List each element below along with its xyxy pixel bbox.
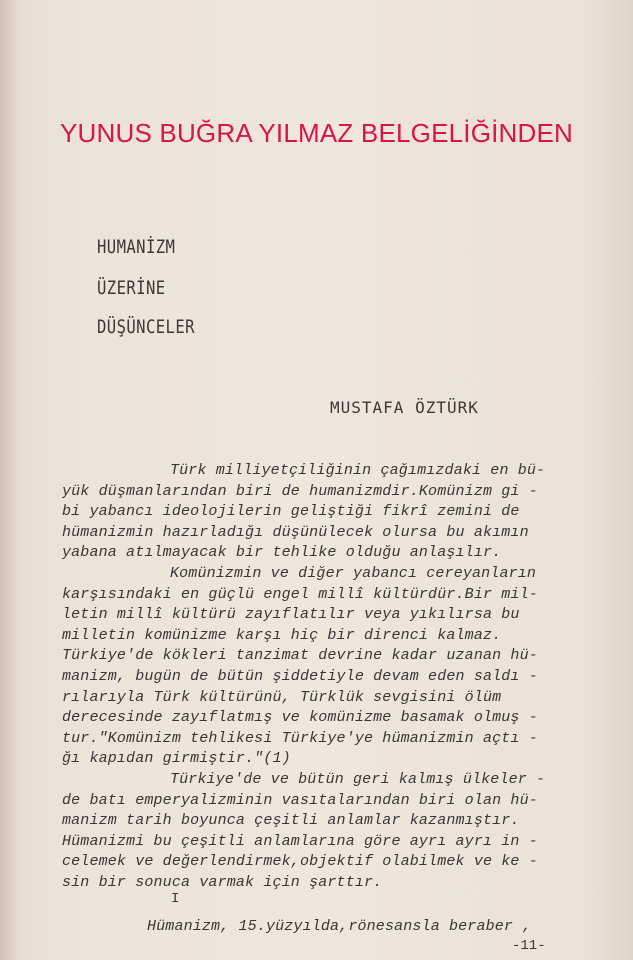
body-line: rılarıyla Türk kültürünü, Türklük sevgisini ölüm	[62, 688, 502, 706]
body-line: sin bir sonuca varmak için şarttır.	[62, 874, 383, 891]
body-line: hümanizmin hazırladığı düşünülecek olursa bu akımın	[62, 523, 529, 541]
body-line: Hümanizmi bu çeşitli anlamlarına göre ayrı ayrı in -	[62, 832, 538, 850]
body-line: Türkiye'de ve bütün geri kalmış ülkeler -	[170, 771, 546, 788]
body-line: letin millî kültürü zayıflatılır veya yıkılırsa bu	[62, 606, 520, 624]
body-line: celemek ve değerlendirmek,objektif olabilmek ve ke -	[62, 853, 538, 871]
body-line: ğı kapıdan girmiştir."(1)	[62, 750, 291, 768]
body-line: yabana atılmayacak bir tehlike olduğu anlaşılır.	[62, 544, 502, 562]
archive-watermark: YUNUS BUĞRA YILMAZ BELGELİĞİNDEN	[59, 118, 574, 148]
title-line-2: ÜZERİNE	[97, 277, 166, 299]
body-line: tur."Komünizm tehlikesi Türkiye'ye hümanizmin açtı -	[62, 729, 538, 747]
body-line: Türkiye'de kökleri tanzimat devrine kadar uzanan hü-	[62, 647, 538, 665]
body-line: manizm, bugün de bütün şiddetiyle devam eden saldı -	[62, 668, 538, 685]
title-line-1: HUMANİZM	[97, 236, 176, 258]
body-line: derecesinde zayıflatmış ve komünizme basamak olmuş -	[62, 709, 538, 727]
title-line-3: DÜŞÜNCELER	[97, 316, 195, 338]
body-line: de batı emperyalizminin vasıtalarından biri olan hü-	[62, 791, 538, 809]
last-body-line: Hümanizm, 15.yüzyılda,rönesansla beraber ,	[147, 918, 532, 935]
body-line: manizm tarih boyunca çeşitli anlamlar kazanmıştır.	[62, 812, 520, 830]
body-line: Türk milliyetçiliğinin çağımızdaki en bü-	[170, 462, 546, 479]
author-name: MUSTAFA ÖZTÜRK	[330, 398, 479, 417]
body-line: bi yabancı ideolojilerin geliştiği fikrî zemini de	[62, 503, 520, 521]
body-line: milletin komünizme karşı hiç bir direnci kalmaz.	[62, 626, 502, 644]
section-marker: I	[171, 891, 180, 907]
body-line: karşısındaki en güçlü engel millî kültürdür.Bir mil-	[62, 585, 538, 603]
page-number: -11-	[512, 938, 546, 954]
body-line: yük düşmanlarından biri de humanizmdir.Komünizm gi -	[62, 482, 538, 500]
body-line: Komünizmin ve diğer yabancı cereyanların	[170, 565, 537, 582]
